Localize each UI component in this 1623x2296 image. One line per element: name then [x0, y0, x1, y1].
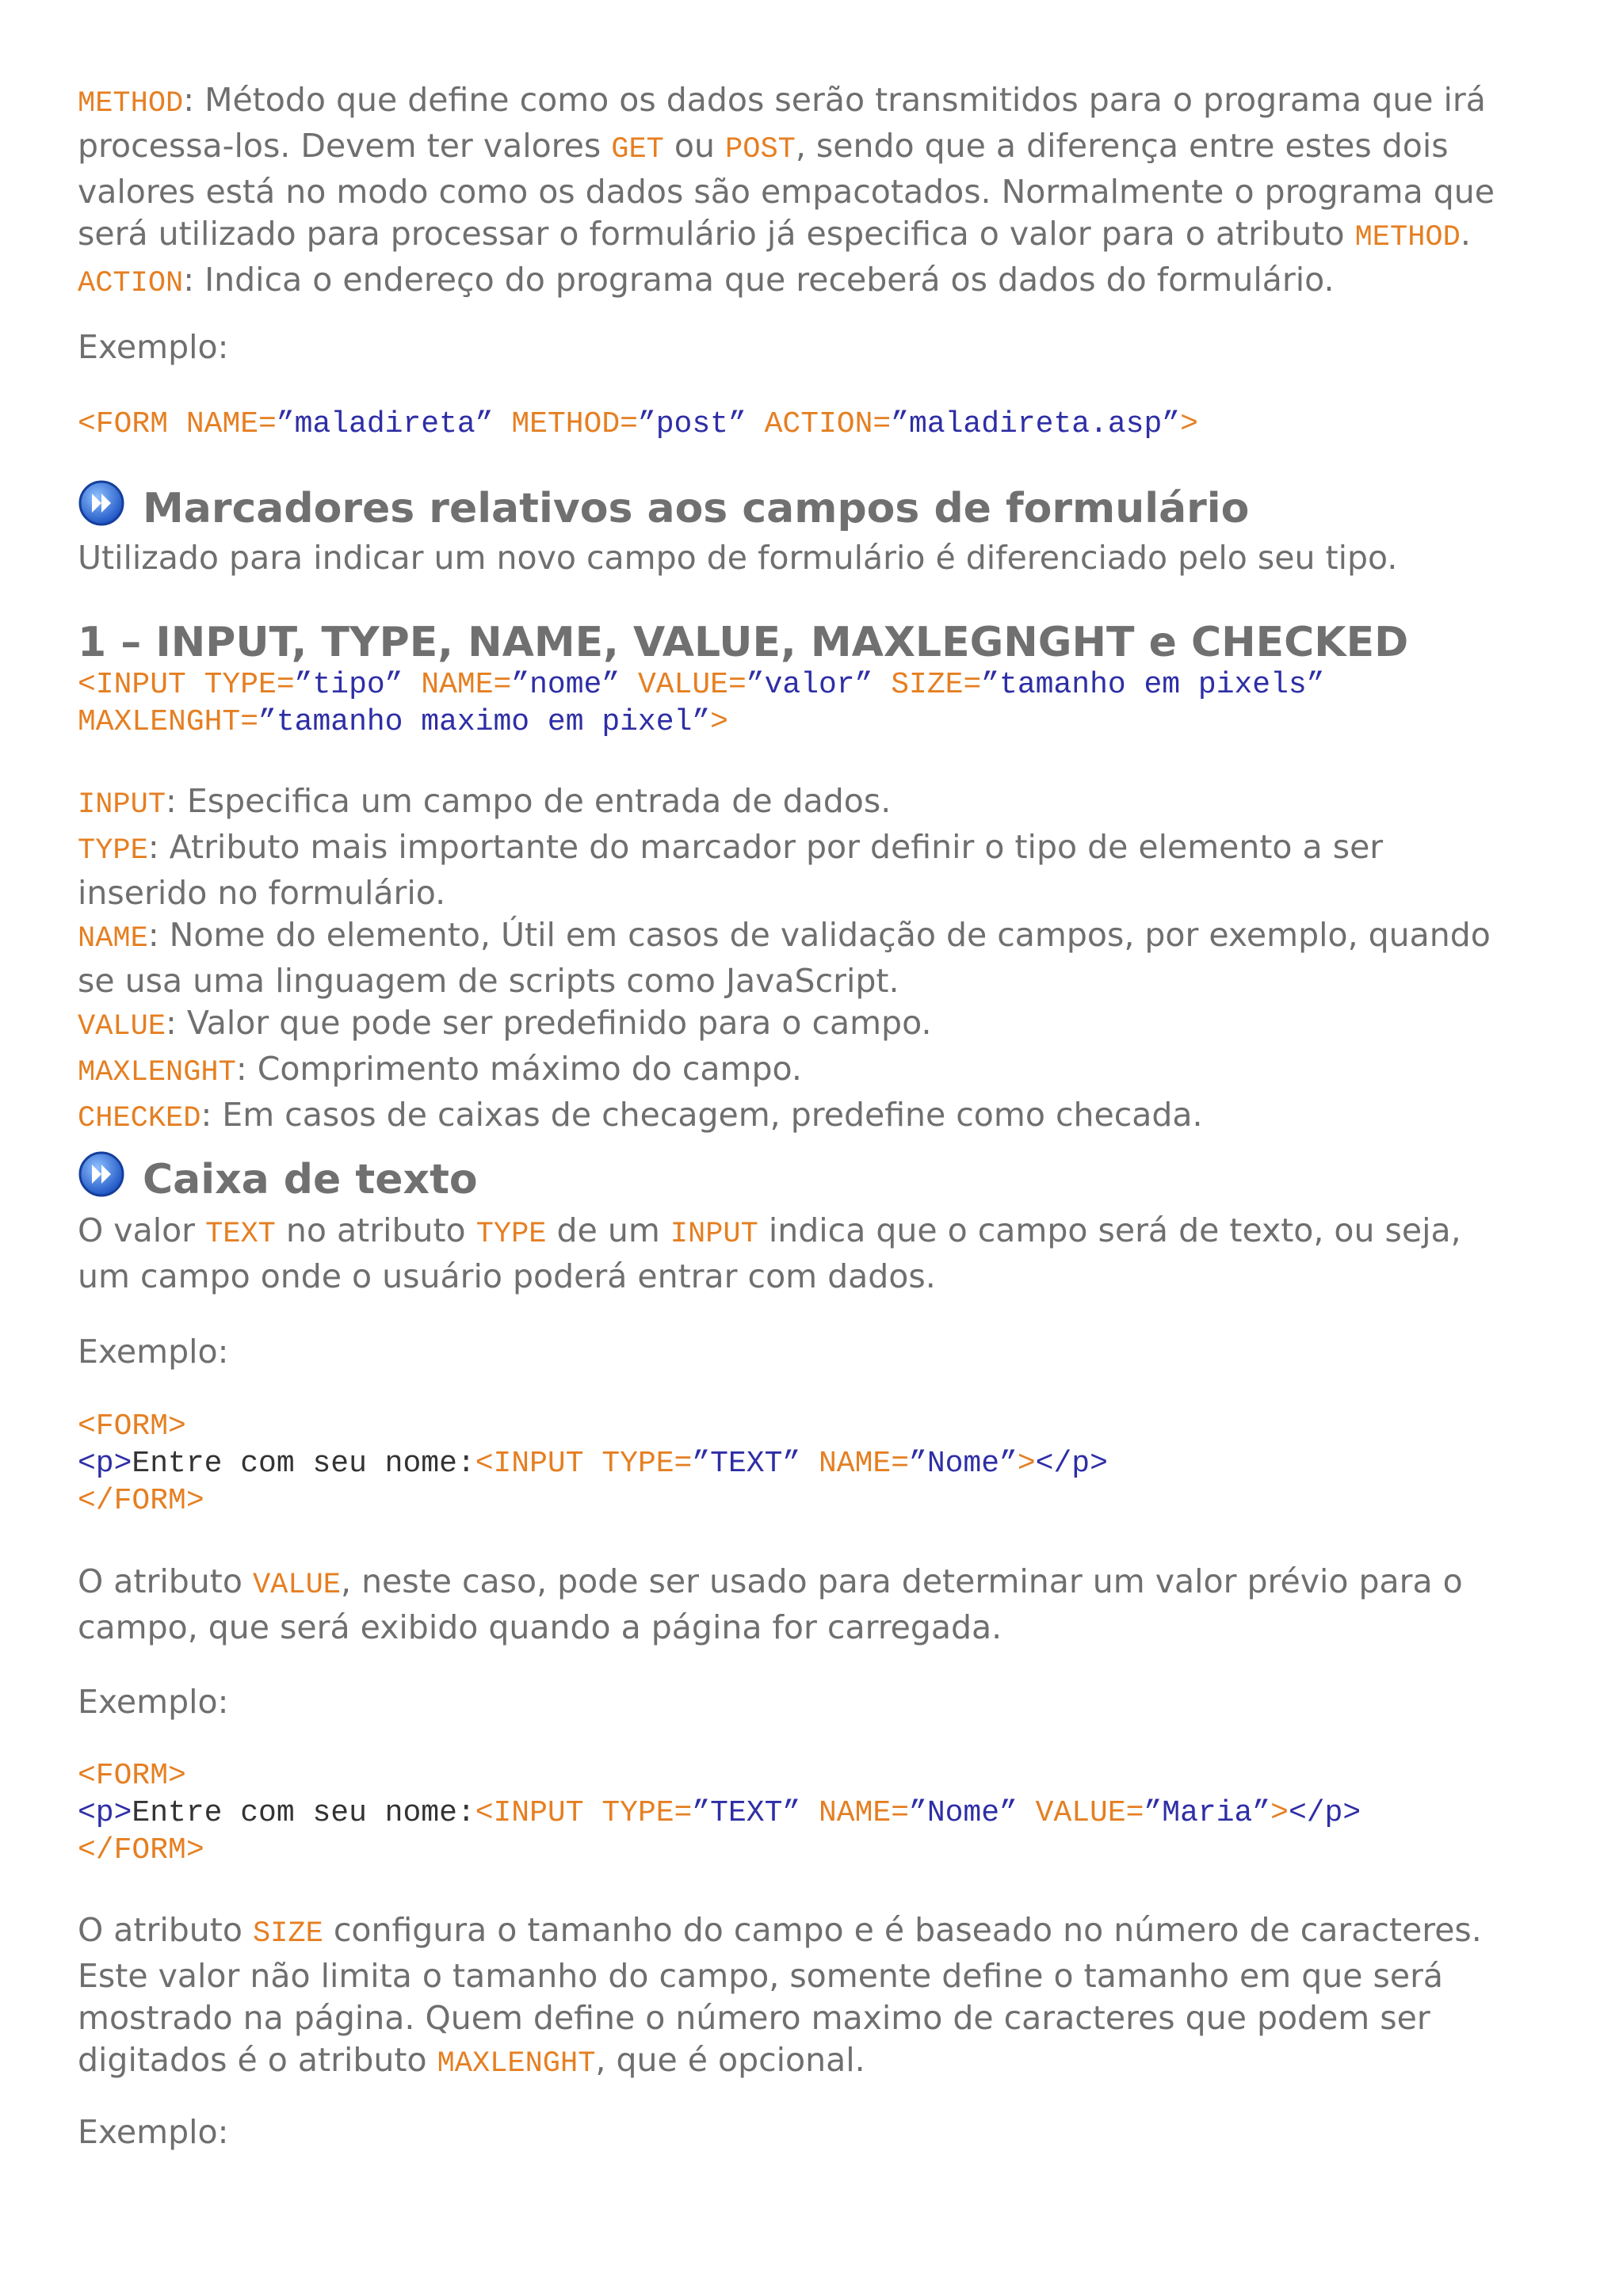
keyword-method: METHOD — [1354, 221, 1461, 254]
section-heading-input: 1 – INPUT, TYPE, NAME, VALUE, MAXLEGNGHT e CHECKED — [78, 619, 1409, 666]
definition-maxlenght: MAXLENGHT: Comprimento máximo do campo. — [78, 1050, 802, 1089]
keyword-get: GET — [611, 133, 664, 166]
definition-type: TYPE: Atributo mais importante do marcador por definir o tipo de elemento a ser — [78, 828, 1384, 868]
definition-input: INPUT: Especifica um campo de entrada de dados. — [78, 782, 892, 822]
fast-forward-icon — [78, 1150, 125, 1198]
example-label: Exemplo: — [78, 1333, 229, 1371]
section-heading-marcadores: Marcadores relativos aos campos de formulário — [78, 479, 1249, 533]
example-label: Exemplo: — [78, 2113, 229, 2151]
example-label: Exemplo: — [78, 328, 229, 366]
definition-value: VALUE: Valor que pode ser predefinido para o campo. — [78, 1004, 932, 1043]
keyword-post: POST — [725, 133, 796, 166]
value-paragraph: O atributo VALUE, neste caso, pode ser usado para determinar um valor prévio para o campo, que será exibido quando a página for carregada. — [78, 1562, 1463, 1646]
keyword-method: METHOD — [78, 87, 184, 120]
attribute-definitions: INPUT: Especifica um campo de entrada de dados. TYPE: Atributo mais importante do marcador por definir o tipo de elemento a ser inserido no formulário. NAME: Nome do elemento, Útil em casos de validação de campos, por exemplo, quando se usa uma linguagem de scripts como JavaScript. VALUE: Valor que pode ser predefinido para o campo. MAXLENGHT: Comprimento máximo do campo. CHECKED: Em casos de caixas de checagem, predefine como checada. — [78, 780, 1491, 1140]
example-label: Exemplo: — [78, 1683, 229, 1721]
input-syntax-code: <INPUT TYPE=”tipo” NAME=”nome” VALUE=”valor” SIZE=”tamanho em pixels” MAXLENGHT=”tamanho maximo em pixel”> — [78, 668, 1325, 739]
fast-forward-icon — [78, 479, 125, 527]
section-heading-caixa-de-texto: Caixa de texto — [78, 1150, 478, 1204]
marcadores-description: Utilizado para indicar um novo campo de formulário é diferenciado pelo seu tipo. — [78, 539, 1398, 577]
definition-checked: CHECKED: Em casos de caixas de checagem, predefine como checada. — [78, 1096, 1203, 1135]
keyword-action: ACTION — [78, 267, 184, 300]
size-paragraph: O atributo SIZE configura o tamanho do campo e é baseado no número de caracteres. Este valor não limita o tamanho do campo, somente define o tamanho em que será mostrado na página. Quem define o número maximo de caracteres que podem ser digitados é o atributo MAXLENGHT, que é opcional. — [78, 1911, 1482, 2081]
definition-name: NAME: Nome do elemento, Útil em casos de validação de campos, por exemplo, quando — [78, 916, 1491, 955]
method-action-paragraph: METHOD: Método que define como os dados serão transmitidos para o programa que irá processa-los. Devem ter valores GET ou POST, sendo que a diferença entre estes dois valores está no modo como os dados são empacotados. Normalmente o programa que será utilizado para processar o formulário já especifica o valor para o atributo METHOD. ACTION: Indica o endereço do programa que receberá os dados do formulário. — [78, 81, 1495, 300]
text-input-code-example: <FORM> <p>Entre com seu nome:<INPUT TYPE=”TEXT” NAME=”Nome”></p> </FORM> — [78, 1409, 1108, 1518]
text-input-value-code-example: <FORM> <p>Entre com seu nome:<INPUT TYPE=”TEXT” NAME=”Nome” VALUE=”Maria”></p> </FORM> — [78, 1759, 1361, 1867]
caixa-description: O valor TEXT no atributo TYPE de um INPUT indica que o campo será de texto, ou seja, um campo onde o usuário poderá entrar com dados. — [78, 1211, 1461, 1295]
form-code-example: <FORM NAME=”maladireta” METHOD=”post” ACTION=”maladireta.asp”> — [78, 407, 1198, 441]
